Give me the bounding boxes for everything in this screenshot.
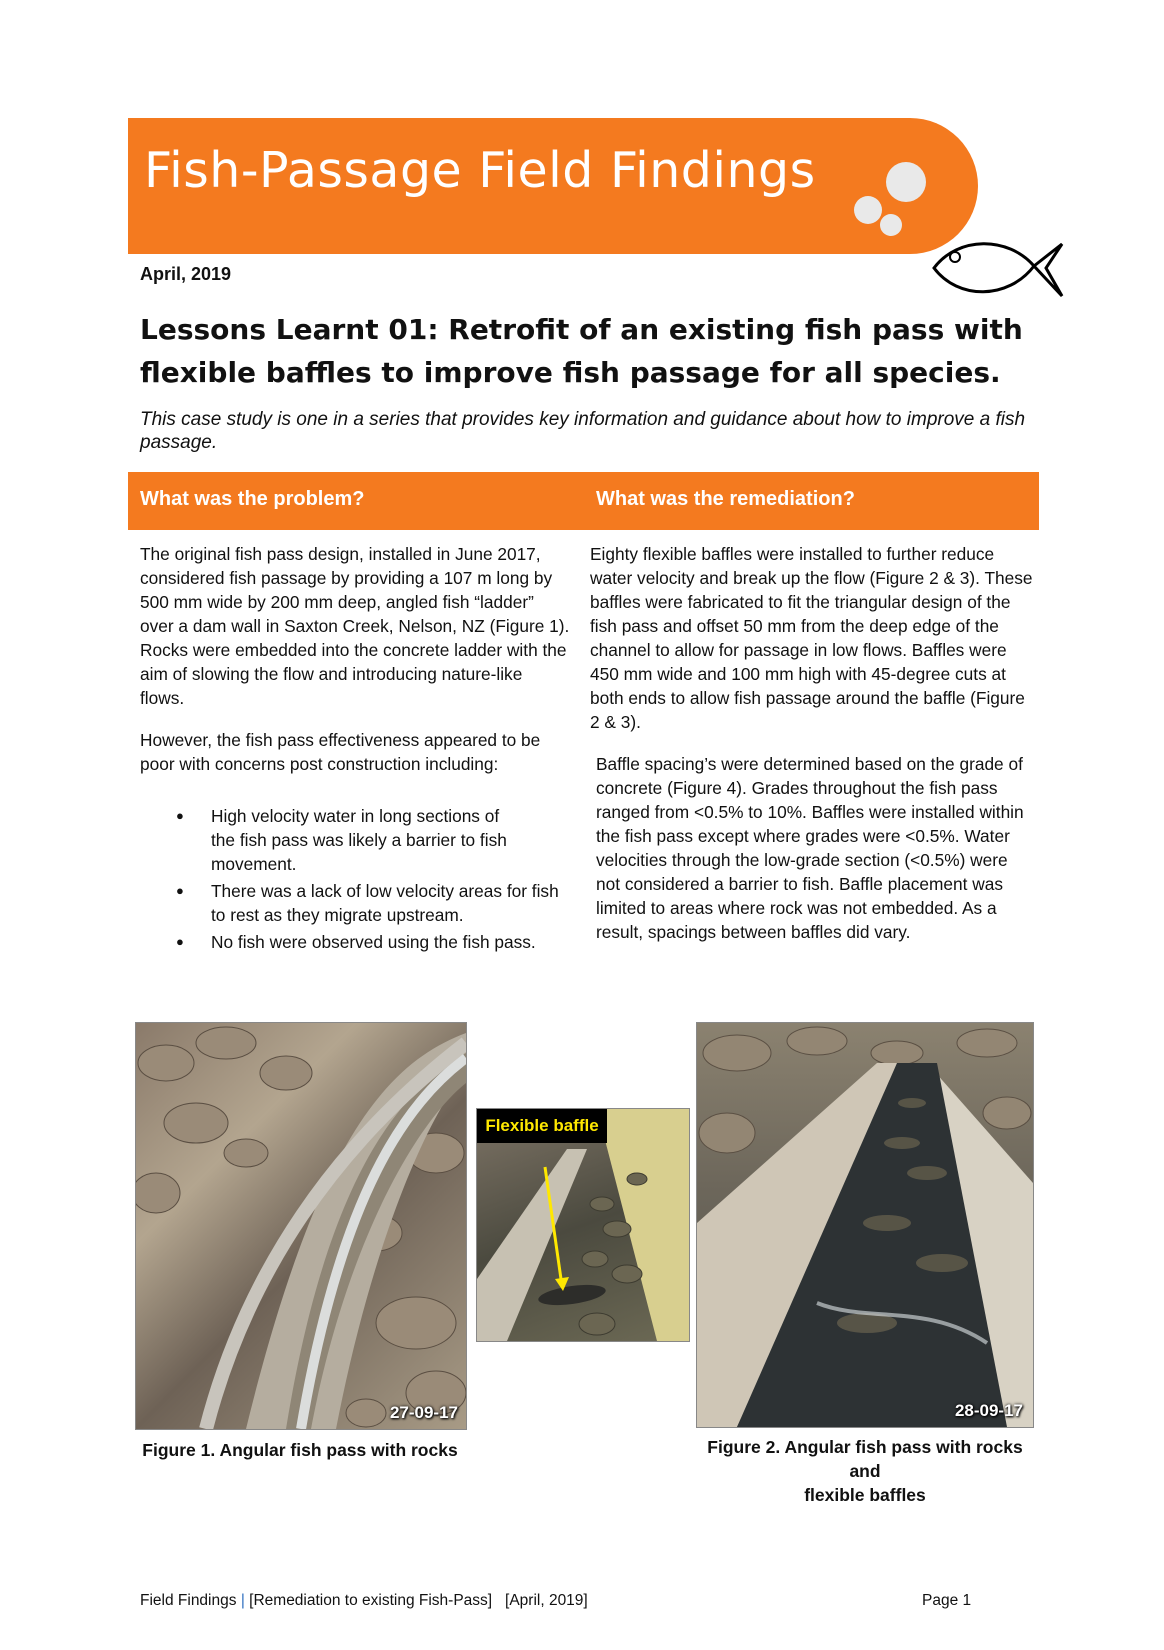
banner-title: Fish-Passage Field Findings [144,142,816,199]
bubble-medium-icon [854,196,882,224]
list-item: ● No fish were observed using the fish pass. [140,930,570,954]
figure-2-caption-line-1: Figure 2. Angular fish pass with rocks and [707,1437,1023,1481]
problem-bullet-list [140,804,570,954]
figure-1-photo [135,1022,467,1430]
headline-line-1: Lessons Learnt 01: Retrofit of an existing fish pass with [140,313,1023,346]
problem-paragraph-2: However, the fish pass effectiveness appeared to be poor with concerns post construction including: [140,730,541,774]
remediation-paragraph-1: Eighty flexible baffles were installed to further reduce water velocity and break up the flow (Figure 2 & 3). These baffles were fabricated to fit the triangular design of the fish pass and offset 50 mm from the deep edge of the channel to allow for passage in low flows. Baffles were 450 mm wide and 100 mm high with 45-degree cuts at both ends to allow fish passage around the baffle (Figure 2 & 3). [590,544,1033,732]
figure-1-caption: Figure 1. Angular fish pass with rocks [142,1440,458,1460]
problem-heading: What was the problem? [140,488,365,510]
list-item: ● High velocity water in long sections of the fish pass was likely a barrier to fish movement. [140,804,570,876]
problem-column [140,542,570,957]
fish-icon [928,228,1068,308]
section-header-bar [128,472,1039,530]
remediation-column [590,542,1035,962]
publication-date: April, 2019 [140,264,232,284]
problem-paragraph-1: The original fish pass design, installed in June 2017, considered fish passage by providing a 107 m long by 500 mm wide by 200 mm deep, angled fish “ladder” over a dam wall in Saxton Creek, Nelson, NZ (Figure 1). Rocks were embedded into the concrete ladder with the aim of slowing the flow and introducing nature-like flows. [140,544,570,708]
inset-photo [476,1108,690,1342]
figure-2-photo [696,1022,1034,1428]
footer-date: [April, 2019] [505,1592,588,1609]
bubble-small-icon [880,214,902,236]
bubble-large-icon [886,162,926,202]
flexible-baffle-label: Flexible baffle [477,1109,607,1143]
intro-text: This case study is one in a series that provides key information and guidance about how to improve a fish passage. [140,409,1026,453]
footer-title: Field Findings [140,1592,237,1609]
remediation-heading: What was the remediation? [596,488,855,510]
footer-subject: [Remediation to existing Fish-Pass] [249,1592,493,1609]
figure-2-date-stamp: 28-09-17 [954,1401,1023,1420]
page-number: Page 1 [922,1592,972,1609]
figure-2-caption-line-2: flexible baffles [804,1485,926,1505]
footer [140,1592,588,1610]
remediation-paragraph-2: Baffle spacing’s were determined based on the grade of concrete (Figure 4). Grades throughout the fish pass ranged from <0.5% to 10%. Baffles were installed within the fish pass except where grades were <0.5%. Water velocities through the low-grade section (<0.5%) were not considered a barrier to fish. Baffle placement was limited to areas where rock was not embedded. As a result, spacings between baffles did vary. [596,754,1024,942]
figure-2-caption [690,1435,1040,1507]
headline [140,308,1040,394]
footer-separator: | [240,1592,245,1609]
list-item: ● There was a lack of low velocity areas for fish to rest as they migrate upstream. [140,879,570,927]
headline-line-2: flexible baffles to improve fish passage for all species. [140,356,1001,389]
figure-1-date-stamp: 27-09-17 [389,1403,458,1422]
